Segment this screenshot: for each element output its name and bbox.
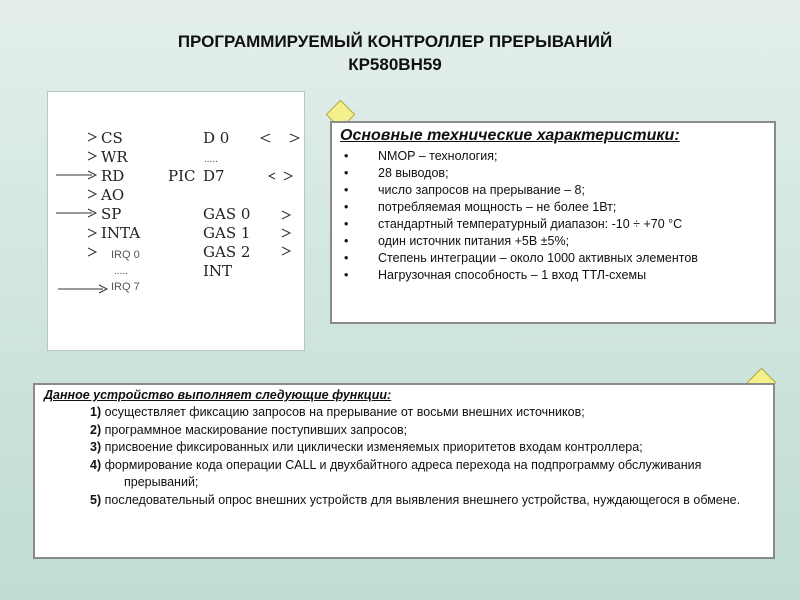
irq0-label: IRQ 0: [111, 249, 140, 261]
inta-arrow-icon: [88, 229, 96, 237]
irq-ellipsis: .....: [114, 266, 128, 277]
pin-arrows: [48, 92, 306, 352]
irq0-arrow-icon: [88, 248, 96, 256]
title-line-2: КР580ВН59: [348, 55, 442, 74]
title-line-1: ПРОГРАММИРУЕМЫЙ КОНТРОЛЛЕР ПРЕРЫВАНИЙ: [177, 32, 613, 51]
list-item: 5) последовательный опрос внешних устройств для выявления внешнего устройства, нуждающегося в обмене.: [90, 492, 741, 507]
specs-box: [330, 121, 776, 324]
list-item: 1) осуществляет фиксацию запросов на прерывание от восьми внешних источников;: [90, 405, 585, 419]
d7-arrow-icon: [269, 172, 292, 180]
bullet-icon: •: [344, 149, 349, 163]
ao-arrow-icon: [88, 190, 96, 198]
list-item: • NMOP – технология;: [344, 149, 498, 163]
list-item: 3) присвоение фиксированных или циклически изменяемых приоритетов входам контроллера;: [90, 440, 643, 455]
list-item: • 28 выводов;: [344, 166, 449, 180]
wr-arrow-icon: [88, 152, 96, 160]
pin-cs: CS: [101, 129, 123, 147]
functions-heading: Данное устройство выполняет следующие функции:: [44, 388, 392, 402]
pin-wr: WR: [101, 148, 128, 166]
bullet-icon: •: [344, 200, 349, 214]
pin-inta: INTA: [101, 224, 141, 242]
list-item: • Степень интеграции – около 1000 активных элементов: [344, 251, 698, 265]
list-item: • число запросов на прерывание – 8;: [344, 183, 585, 197]
page-title: [100, 30, 690, 76]
gas0-arrow-icon: [282, 211, 290, 219]
irq7-label: IRQ 7: [111, 281, 140, 293]
pin-gas2: GAS 2: [203, 243, 251, 261]
bullet-icon: •: [344, 234, 349, 248]
pin-gas0: GAS 0: [203, 205, 251, 223]
specs-list: [340, 148, 764, 284]
bullet-icon: •: [344, 183, 349, 197]
list-item: 2) программное маскирование поступивших запросов;: [90, 422, 408, 437]
functions-box: [33, 383, 775, 559]
pin-rd: RD: [101, 167, 125, 185]
data-bus-ellipsis: .....: [204, 154, 218, 165]
list-item: • стандартный температурный диапазон: -10 ÷ +70 °С: [344, 217, 683, 231]
pin-sp: SP: [101, 205, 122, 223]
specs-heading: Основные технические характеристики:: [340, 127, 680, 144]
bullet-icon: •: [344, 217, 349, 231]
gas1-arrow-icon: [282, 229, 290, 237]
list-item: • Нагрузочная способность – 1 вход ТТЛ-схемы: [344, 268, 647, 282]
bullet-icon: •: [344, 268, 349, 282]
bullet-icon: •: [344, 251, 349, 265]
list-item: • один источник питания +5В ±5%;: [344, 234, 570, 248]
bullet-icon: •: [344, 166, 349, 180]
cs-arrow-icon: [88, 133, 96, 141]
gas2-arrow-icon: [282, 247, 290, 255]
pin-d7: D7: [203, 167, 225, 185]
pin-ao: AO: [101, 186, 125, 204]
d0-arrow-icon: [261, 134, 299, 142]
pin-gas1: GAS 1: [203, 224, 251, 242]
chip-label: PIC: [168, 167, 196, 185]
pin-d0: D 0: [203, 129, 230, 147]
list-item: 4) формирование кода операции CALL и двухбайтного адреса перехода на подпрограмму обслуживания прерываний;: [90, 457, 702, 490]
pin-diagram: [47, 91, 305, 351]
list-item: • потребляемая мощность – не более 1Вт;: [344, 200, 617, 214]
pin-int: INT: [203, 262, 233, 280]
